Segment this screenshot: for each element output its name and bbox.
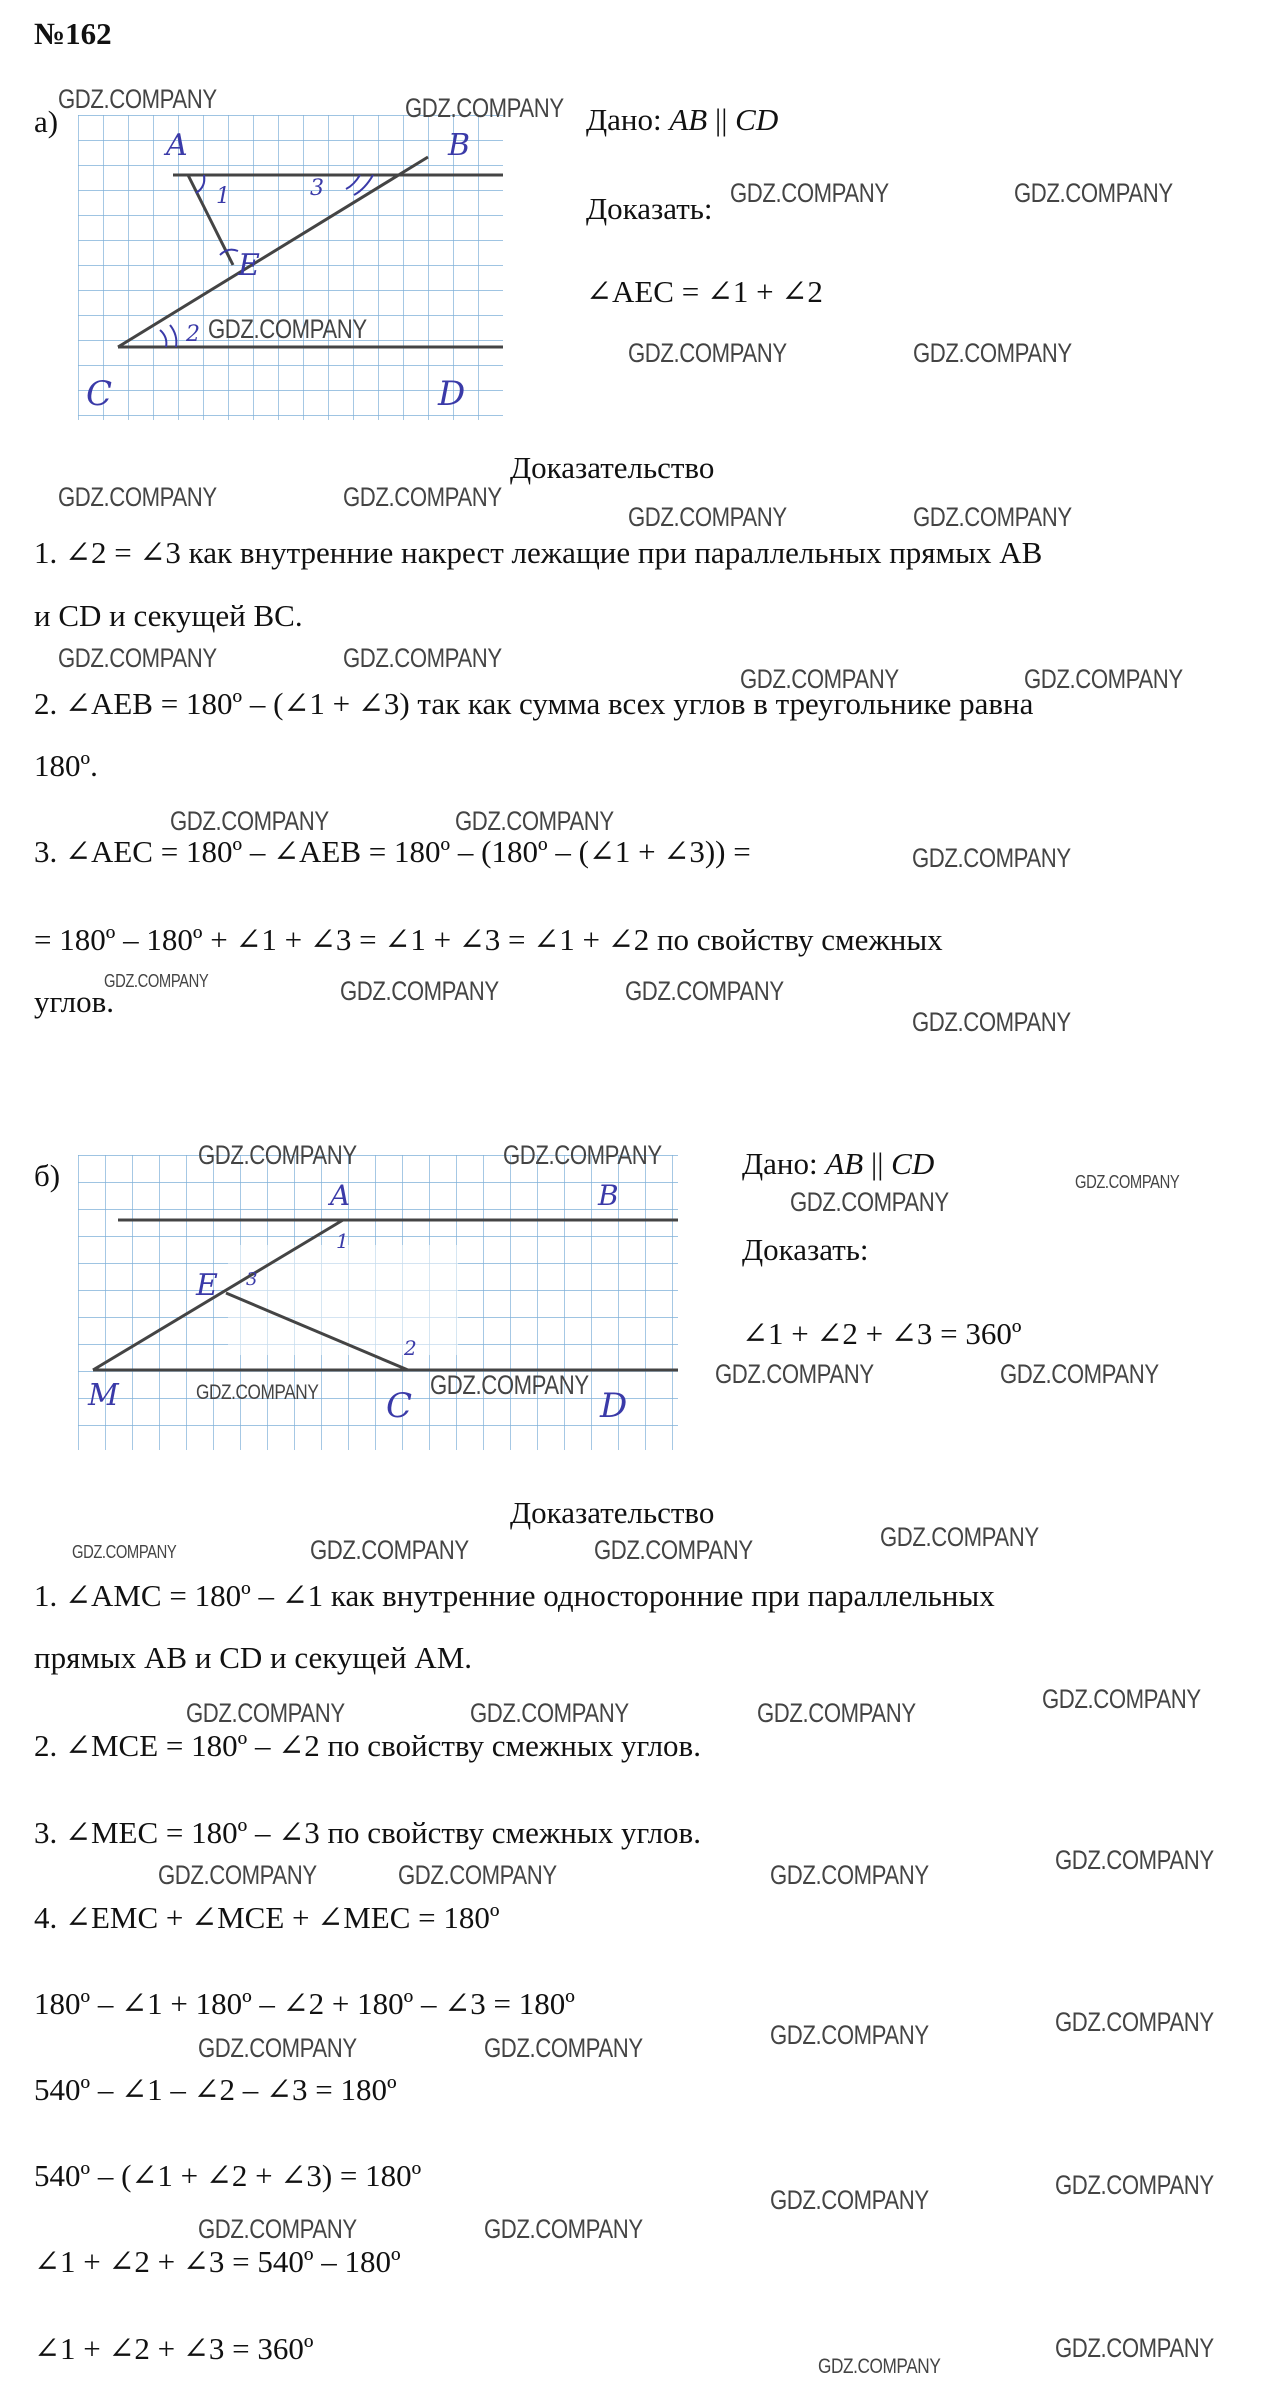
part-b-line-8: 540º – (∠1 + ∠2 + ∠3) = 180º [34,2158,422,2193]
watermark: GDZ.COMPANY [198,2033,357,2063]
part-a-line-1: 1. ∠2 = ∠3 как внутренние накрест лежащие при параллельных прямых AB [34,535,1043,570]
part-b-line-3: 2. ∠MCE = 180º – ∠2 по свойству смежных углов. [34,1728,701,1763]
part-b-line-9: ∠1 + ∠2 + ∠3 = 540º – 180º [34,2244,401,2279]
part-b-line-6: 180º – ∠1 + 180º – ∠2 + 180º – ∠3 = 180º [34,1986,575,2021]
watermark: GDZ.COMPANY [405,93,564,123]
label-a-b: A [330,1179,351,1212]
part-b-given: Дано: AB || CD [742,1146,935,1181]
part-a-line-4: 180º. [34,748,98,783]
part-b-line-2: прямых AB и CD и секущей AM. [34,1640,473,1675]
label-c-b: C [386,1386,413,1426]
part-b-line-1: 1. ∠AMC = 180º – ∠1 как внутренние односторонние при параллельных [34,1578,995,1613]
label-1-b: 1 [336,1229,349,1253]
watermark: GDZ.COMPANY [818,2355,941,2378]
watermark: GDZ.COMPANY [1000,1359,1159,1389]
label-2: 2 [186,322,200,347]
label-d: D [438,374,466,414]
label-2-b: 2 [404,1336,417,1360]
part-b-proof-title: Доказательство [510,1495,715,1530]
watermark: GDZ.COMPANY [430,1370,589,1400]
watermark: GDZ.COMPANY [730,178,889,208]
watermark: GDZ.COMPANY [196,1381,319,1404]
watermark: GDZ.COMPANY [398,1860,557,1890]
part-a-prove: Доказать: [586,191,713,226]
watermark: GDZ.COMPANY [484,2033,643,2063]
watermark: GDZ.COMPANY [1055,2170,1214,2200]
watermark: GDZ.COMPANY [340,976,499,1006]
watermark: GDZ.COMPANY [912,1007,1071,1037]
watermark: GDZ.COMPANY [740,664,899,694]
figure-b [78,1155,683,1455]
watermark: GDZ.COMPANY [625,976,784,1006]
part-b-prove: Доказать: [742,1232,869,1267]
watermark: GDZ.COMPANY [343,482,502,512]
watermark: GDZ.COMPANY [1075,1172,1180,1192]
part-b-statement: ∠1 + ∠2 + ∠3 = 360º [742,1316,1022,1351]
watermark: GDZ.COMPANY [770,2185,929,2215]
part-a-proof-title: Доказательство [510,450,715,485]
watermark: GDZ.COMPANY [1055,2333,1214,2363]
watermark: GDZ.COMPANY [1014,178,1173,208]
watermark: GDZ.COMPANY [470,1698,629,1728]
label-d-b: D [600,1386,628,1426]
watermark: GDZ.COMPANY [594,1535,753,1565]
watermark: GDZ.COMPANY [1055,2007,1214,2037]
label-e-b: E [196,1268,218,1303]
part-a-line-6: = 180º – 180º + ∠1 + ∠3 = ∠1 + ∠3 = ∠1 + ∠2 по свойству смежных [34,922,943,957]
part-b-label: б) [34,1158,61,1193]
problem-number: №162 [34,16,112,51]
label-e: E [238,248,260,283]
watermark: GDZ.COMPANY [628,338,787,368]
part-a-line-5: 3. ∠AEC = 180º – ∠AEB = 180º – (180º – (∠1 + ∠3)) = [34,834,751,869]
watermark: GDZ.COMPANY [913,502,1072,532]
watermark: GDZ.COMPANY [170,806,329,836]
watermark: GDZ.COMPANY [58,482,217,512]
part-a-given: Дано: AB || CD [586,102,779,137]
label-3-b: 3 [246,1269,258,1290]
watermark: GDZ.COMPANY [1024,664,1183,694]
watermark: GDZ.COMPANY [343,643,502,673]
watermark: GDZ.COMPANY [310,1535,469,1565]
watermark: GDZ.COMPANY [104,971,209,991]
label-b-b: B [598,1179,619,1212]
watermark: GDZ.COMPANY [628,502,787,532]
label-b: B [448,128,471,163]
watermark: GDZ.COMPANY [912,843,1071,873]
watermark: GDZ.COMPANY [484,2214,643,2244]
watermark: GDZ.COMPANY [158,1860,317,1890]
label-a: A [166,128,188,163]
part-a-statement: ∠AEC = ∠1 + ∠2 [586,274,823,309]
part-b-line-10: ∠1 + ∠2 + ∠3 = 360º [34,2331,314,2366]
watermark: GDZ.COMPANY [72,1542,177,1562]
part-b-line-4: 3. ∠MEC = 180º – ∠3 по свойству смежных углов. [34,1815,701,1850]
watermark: GDZ.COMPANY [757,1698,916,1728]
watermark: GDZ.COMPANY [58,643,217,673]
watermark: GDZ.COMPANY [1055,1845,1214,1875]
watermark: GDZ.COMPANY [790,1187,949,1217]
watermark: GDZ.COMPANY [880,1522,1039,1552]
watermark: GDZ.COMPANY [58,84,217,114]
watermark: GDZ.COMPANY [1042,1684,1201,1714]
part-a-line-7: углов. [34,984,114,1019]
label-m: M [88,1378,119,1413]
watermark: GDZ.COMPANY [208,314,367,344]
watermark: GDZ.COMPANY [770,2020,929,2050]
watermark: GDZ.COMPANY [198,2214,357,2244]
label-c: C [86,374,113,414]
part-b-line-5: 4. ∠EMC + ∠MCE + ∠MEC = 180º [34,1900,500,1935]
watermark: GDZ.COMPANY [455,806,614,836]
watermark: GDZ.COMPANY [186,1698,345,1728]
label-3: 3 [310,176,324,201]
watermark: GDZ.COMPANY [715,1359,874,1389]
part-a-line-3: 2. ∠AEB = 180º – (∠1 + ∠3) так как сумма всех углов в треугольнике равна [34,686,1034,721]
watermark: GDZ.COMPANY [913,338,1072,368]
part-a-label: а) [34,104,59,139]
watermark: GDZ.COMPANY [198,1140,357,1170]
watermark: GDZ.COMPANY [503,1140,662,1170]
part-b-line-7: 540º – ∠1 – ∠2 – ∠3 = 180º [34,2072,397,2107]
watermark: GDZ.COMPANY [770,1860,929,1890]
label-1: 1 [216,184,230,209]
figure-a [78,115,508,425]
part-a-line-2: и CD и секущей BC. [34,598,303,633]
